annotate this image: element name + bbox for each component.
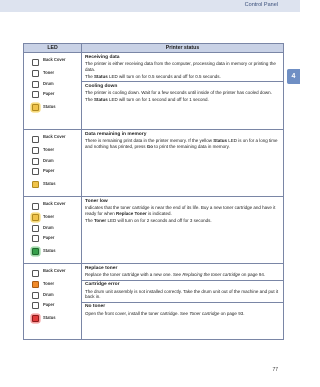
status-label: Status bbox=[43, 315, 56, 320]
status-text: The Status LED will turn on for 0.5 seconds and off for 0.5 seconds. bbox=[85, 73, 221, 79]
status-text: The printer is cooling down. Wait for a few seconds until inside of the printer has cooled down. bbox=[85, 90, 272, 96]
paper-label: Paper bbox=[43, 235, 55, 240]
status-label: Status bbox=[43, 104, 56, 109]
led-status-table bbox=[23, 43, 284, 340]
toner-led-icon bbox=[32, 70, 39, 77]
drum-led-icon bbox=[32, 225, 39, 232]
status-led-icon bbox=[32, 248, 39, 255]
status-section bbox=[82, 303, 283, 319]
toner-led-icon bbox=[32, 214, 39, 221]
status-section bbox=[82, 264, 283, 281]
paper-led-icon bbox=[32, 91, 39, 98]
back-cover-led-icon bbox=[32, 59, 39, 66]
paper-led-icon bbox=[32, 235, 39, 242]
led-panel bbox=[24, 130, 82, 197]
back-cover-led-icon bbox=[32, 203, 39, 210]
status-label: Status bbox=[43, 181, 56, 186]
status-title: Cartridge error bbox=[85, 282, 120, 288]
paper-label: Paper bbox=[43, 168, 55, 173]
status-title: Receiving data bbox=[85, 54, 120, 60]
table-row bbox=[24, 264, 284, 340]
paper-label: Paper bbox=[43, 91, 55, 96]
drum-label: Drum bbox=[43, 225, 54, 230]
status-description bbox=[82, 264, 284, 340]
back-cover-label: Back Cover bbox=[43, 200, 66, 206]
status-text: The Status LED will turn on for 1 second and off for 1 second. bbox=[85, 97, 209, 103]
toner-led-icon bbox=[32, 281, 39, 288]
table-row bbox=[24, 130, 284, 197]
column-header-led: LED bbox=[24, 44, 82, 53]
status-text: The drum unit assembly is not installed correctly. Take the drum unit out of the machine and put it back in. bbox=[85, 288, 279, 300]
back-cover-label: Back Cover bbox=[43, 133, 66, 139]
chapter-tab: 4 bbox=[287, 69, 300, 84]
status-description bbox=[82, 197, 284, 264]
drum-led-icon bbox=[32, 81, 39, 88]
status-section bbox=[82, 281, 283, 303]
status-section bbox=[82, 53, 283, 82]
paper-label: Paper bbox=[43, 302, 55, 307]
toner-led-icon bbox=[32, 147, 39, 154]
drum-led-icon bbox=[32, 292, 39, 299]
column-header-printer-status: Printer status bbox=[82, 44, 284, 53]
paper-led-icon bbox=[32, 302, 39, 309]
status-led-icon bbox=[32, 315, 39, 322]
drum-label: Drum bbox=[43, 158, 54, 163]
status-title: Toner low bbox=[85, 198, 108, 204]
status-title: Cooling down bbox=[85, 83, 118, 89]
status-led-icon bbox=[32, 104, 39, 111]
status-text: The Toner LED will turn on for 2 seconds and off for 3 seconds. bbox=[85, 217, 212, 223]
status-text: Replace the toner cartridge with a new one. See Replacing the toner cartridge on page 94. bbox=[85, 272, 266, 278]
status-description bbox=[82, 130, 284, 197]
table-row bbox=[24, 53, 284, 130]
led-panel bbox=[24, 197, 82, 264]
toner-label: Toner bbox=[43, 147, 55, 152]
section-title: Control Panel bbox=[244, 2, 278, 8]
back-cover-led-icon bbox=[32, 136, 39, 143]
status-title: Data remaining in memory bbox=[85, 131, 147, 137]
table-row bbox=[24, 197, 284, 264]
toner-label: Toner bbox=[43, 70, 55, 75]
status-text: Open the front cover, install the toner cartridge. See Toner cartridge on page 93. bbox=[85, 311, 245, 317]
led-panel bbox=[24, 53, 82, 130]
status-text: Indicates that the toner cartridge is near the end of its life. Buy a new toner cartridge and have it ready for when Replace Toner is indicated. bbox=[85, 205, 276, 216]
toner-label: Toner bbox=[43, 214, 55, 219]
page-number: 77 bbox=[272, 367, 278, 373]
drum-label: Drum bbox=[43, 81, 54, 86]
status-description bbox=[82, 53, 284, 130]
paper-led-icon bbox=[32, 168, 39, 175]
led-panel bbox=[24, 264, 82, 340]
drum-led-icon bbox=[32, 158, 39, 165]
back-cover-label: Back Cover bbox=[43, 267, 66, 273]
status-text: The printer is either receiving data from the computer, processing data in memory or printing the data. bbox=[85, 61, 276, 72]
back-cover-led-icon bbox=[32, 270, 39, 277]
status-section bbox=[82, 82, 283, 105]
back-cover-label: Back Cover bbox=[43, 56, 66, 62]
status-section bbox=[82, 130, 283, 151]
status-title: No toner bbox=[85, 304, 106, 310]
status-section bbox=[82, 197, 283, 225]
status-led-icon bbox=[32, 181, 39, 188]
toner-label: Toner bbox=[43, 281, 55, 286]
status-title: Replace toner bbox=[85, 265, 118, 271]
status-label: Status bbox=[43, 248, 56, 253]
status-text: There is remaining print data in the printer memory. If the yellow Status LED is on for a long time and nothing has printed, press Go to print the remaining data in memory. bbox=[85, 138, 278, 149]
drum-label: Drum bbox=[43, 292, 54, 297]
